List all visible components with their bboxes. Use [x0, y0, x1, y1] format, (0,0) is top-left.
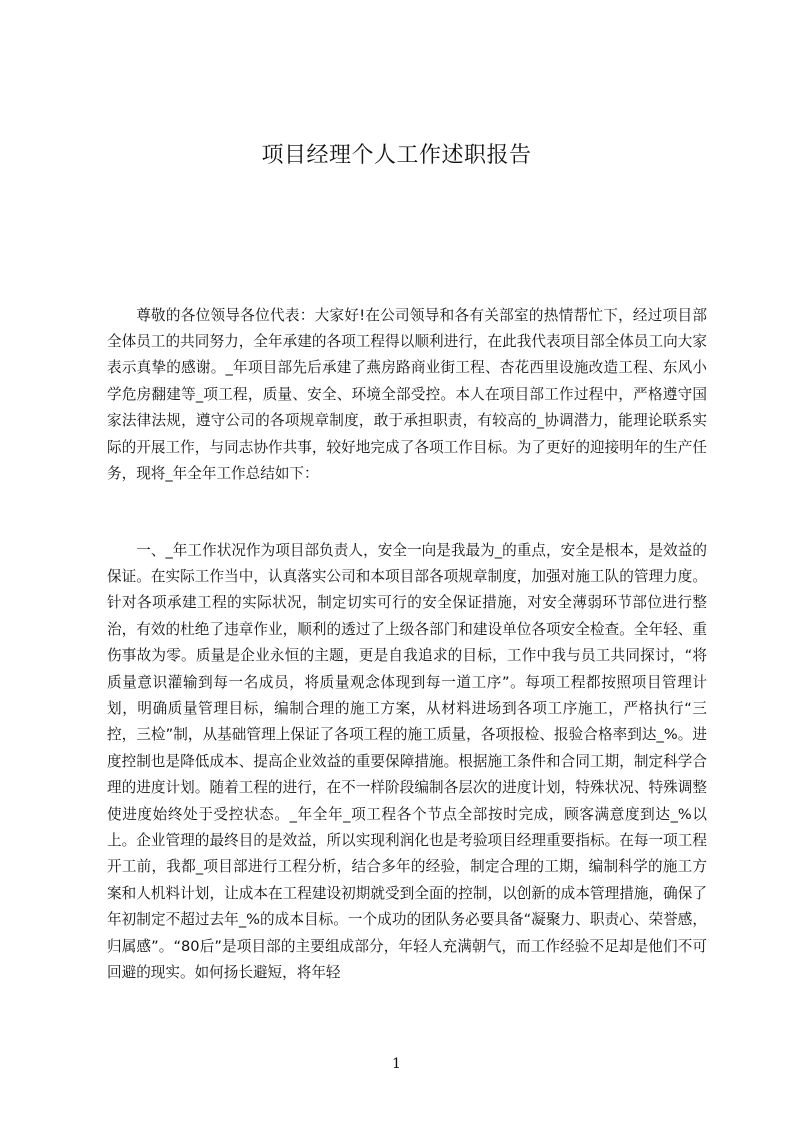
- paragraph-work-status: 一、_年工作状况作为项目部负责人，安全一向是我最为_的重点，安全是根本，是效益的保证。在实际工作当中，认真落实公司和本项目部各项规章制度，加强对施工队的管理力度。针对各项承建工程的实际状况，制定切实可行的安全保证措施，对安全薄弱环节部位进行整治，有效的杜绝了违章作业，顺利的透过了上级各部门和建设单位各项安全检查。全年轻、重伤事故为零。质量是企业永恒的主题，更是自我追求的目标，工作中我与员工共同探讨，“将质量意识灌输到每一名成员，将质量观念体现到每一道工序”。每项工程都按照项目管理计划，明确质量管理目标，编制合理的施工方案，从材料进场到各项工序施工，严格执行“三控，三检”制，从基础管理上保证了各项工程的施工质量，各项报检、报验合格率到达_%。进度控制也是降低成本、提高企业效益的重要保障措施。根据施工条件和合同工期，制定科学合理的进度计划。随着工程的进行，在不一样阶段编制各层次的进度计划，特殊状况、特殊调整使进度始终处于受控状态。_年全年_项工程各个节点全部按时完成，顾客满意度到达_%以上。企业管理的最终目的是效益，所以实现利润化也是考验项目经理重要指标。在每一项工程开工前，我都_项目部进行工程分析，结合多年的经验，制定合理的工期，编制科学的施工方案和人机料计划，让成本在工程建设初期就受到全面的控制，以创新的成本管理措施，确保了年初制定不超过去年_%的成本目标。一个成功的团队务必要具备“凝聚力、职责心、荣誉感，归属感”。“80后”是项目部的主要组成部分，年轻人充满朝气，而工作经验不足却是他们不可回避的现实。如何扬长避短，将年轻: [107, 541, 707, 982]
- page-number: 1: [392, 1056, 401, 1072]
- document-title: 项目经理个人工作述职报告: [261, 143, 532, 168]
- paragraph-opening: 尊敬的各位领导各位代表：大家好!在公司领导和各有关部室的热情帮忙下，经过项目部全体员工的共同努力，全年承建的各项工程得以顺利进行，在此我代表项目部全体员工向大家表示真挚的感谢。_年项目部先后承建了燕房路商业街工程、杏花西里设施改造工程、东风小学危房翻建等_项工程，质量、安全、环境全部受控。本人在项目部工作过程中，严格遵守国家法律法规，遵守公司的各项规章制度，敢于承担职责，有较高的_协调潜力，能理论联系实际的开展工作，与同志协作共事，较好地完成了各项工作目标。为了更好的迎接明年的生产任务，现将_年全年工作总结如下：: [107, 306, 707, 483]
